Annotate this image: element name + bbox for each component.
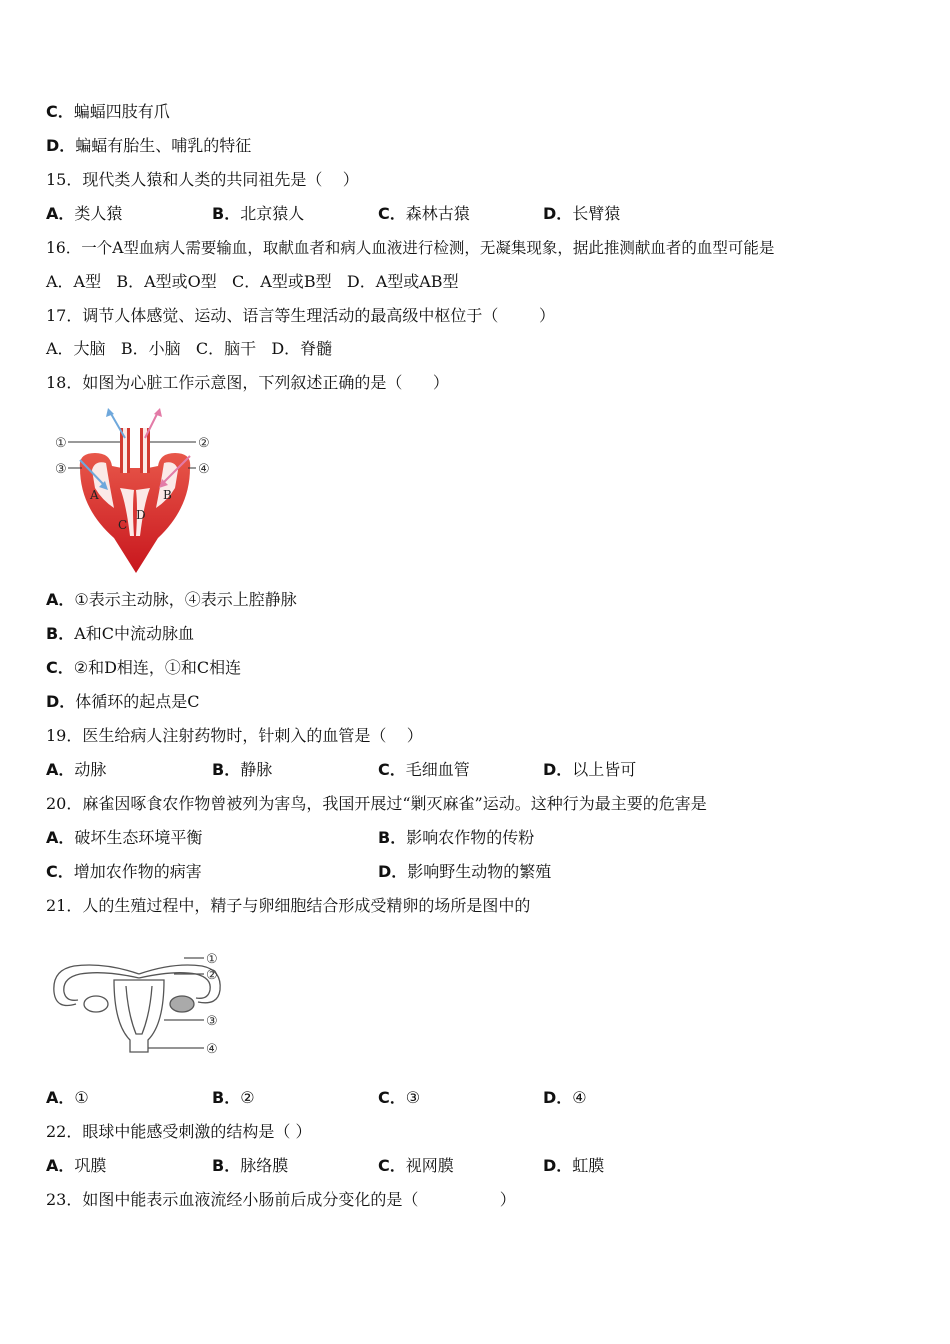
- q21-option-a: A．①: [46, 1088, 89, 1107]
- q21-stem: 21．人的生殖过程中，精子与卵细胞结合形成受精卵的场所是图中的: [46, 896, 531, 915]
- q18-option-a: A．①表示主动脉，④表示上腔静脉: [46, 590, 297, 609]
- q18-option-c: C．②和D相连，①和C相连: [46, 658, 242, 677]
- heart-label-B: B: [163, 488, 172, 502]
- q22-option-a: A．巩膜: [46, 1156, 107, 1175]
- q19-stem: 19．医生给病人注射药物时，针刺入的血管是（ ）: [46, 726, 423, 745]
- q20-option-c: C．增加农作物的病害: [46, 862, 202, 881]
- option-d-line: D．蝙蝠有胎生、哺乳的特征: [46, 136, 252, 155]
- option-c-line: C．蝙蝠四肢有爪: [46, 102, 170, 121]
- q20-option-d: D．影响野生动物的繁殖: [378, 862, 552, 881]
- heart-label-4: ④: [198, 462, 210, 477]
- q22-option-b: B．脉络膜: [212, 1156, 289, 1175]
- q22-option-c: C．视网膜: [378, 1156, 454, 1175]
- heart-label-D: D: [136, 508, 146, 522]
- uterus-label-4: ④: [206, 1042, 218, 1057]
- heart-label-3: ③: [55, 462, 67, 477]
- uterus-label-3: ③: [206, 1014, 218, 1029]
- q15-stem: 15．现代类人猿和人类的共同祖先是（ ）: [46, 170, 359, 189]
- q23-stem: 23．如图中能表示血液流经小肠前后成分变化的是（ ）: [46, 1190, 516, 1209]
- q18-stem: 18．如图为心脏工作示意图，下列叙述正确的是（ ）: [46, 373, 449, 392]
- q15-option-c: C．森林古猿: [378, 204, 470, 223]
- q22-option-d: D．虹膜: [543, 1156, 605, 1175]
- q21-option-d: D．④: [543, 1088, 587, 1107]
- q22-stem: 22．眼球中能感受刺激的结构是（ ）: [46, 1122, 312, 1141]
- heart-diagram: [50, 408, 220, 578]
- q15-option-b: B．北京猿人: [212, 204, 305, 223]
- q15-option-d: D．长臂猿: [543, 204, 621, 223]
- q16-stem: 16．一个A型血病人需要输血，取献血者和病人血液进行检测，无凝集现象，据此推测献血者的血型可能是: [46, 239, 775, 257]
- q19-option-d: D．以上皆可: [543, 760, 637, 779]
- uterus-label-2: ②: [206, 968, 218, 983]
- q17-options: A．大脑 B．小脑 C．脑干 D．脊髓: [46, 339, 333, 358]
- heart-label-A: A: [90, 488, 99, 502]
- q18-option-b: B．A和C中流动脉血: [46, 624, 195, 643]
- q15-option-a: A．类人猿: [46, 204, 123, 223]
- uterus-label-1: ①: [206, 952, 218, 967]
- q21-option-b: B．②: [212, 1088, 255, 1107]
- q21-option-c: C．③: [378, 1088, 421, 1107]
- q19-option-b: B．静脉: [212, 760, 273, 779]
- q19-option-c: C．毛细血管: [378, 760, 470, 779]
- q16-options: A．A型 B．A型或O型 C．A型或B型 D．A型或AB型: [46, 272, 459, 291]
- heart-label-C: C: [118, 518, 128, 532]
- q20-stem: 20．麻雀因啄食农作物曾被列为害鸟，我国开展过“剿灭麻雀”运动。这种行为最主要的危害是: [46, 794, 707, 813]
- q18-option-d: D．体循环的起点是C: [46, 692, 200, 711]
- q17-stem: 17．调节人体感觉、运动、语言等生理活动的最高级中枢位于（ ）: [46, 306, 556, 325]
- uterus-diagram: [44, 944, 234, 1064]
- q19-option-a: A．动脉: [46, 760, 107, 779]
- q20-option-a: A．破坏生态环境平衡: [46, 828, 203, 847]
- q20-option-b: B．影响农作物的传粉: [378, 828, 535, 847]
- heart-label-1: ①: [55, 436, 67, 451]
- heart-label-2: ②: [198, 436, 210, 451]
